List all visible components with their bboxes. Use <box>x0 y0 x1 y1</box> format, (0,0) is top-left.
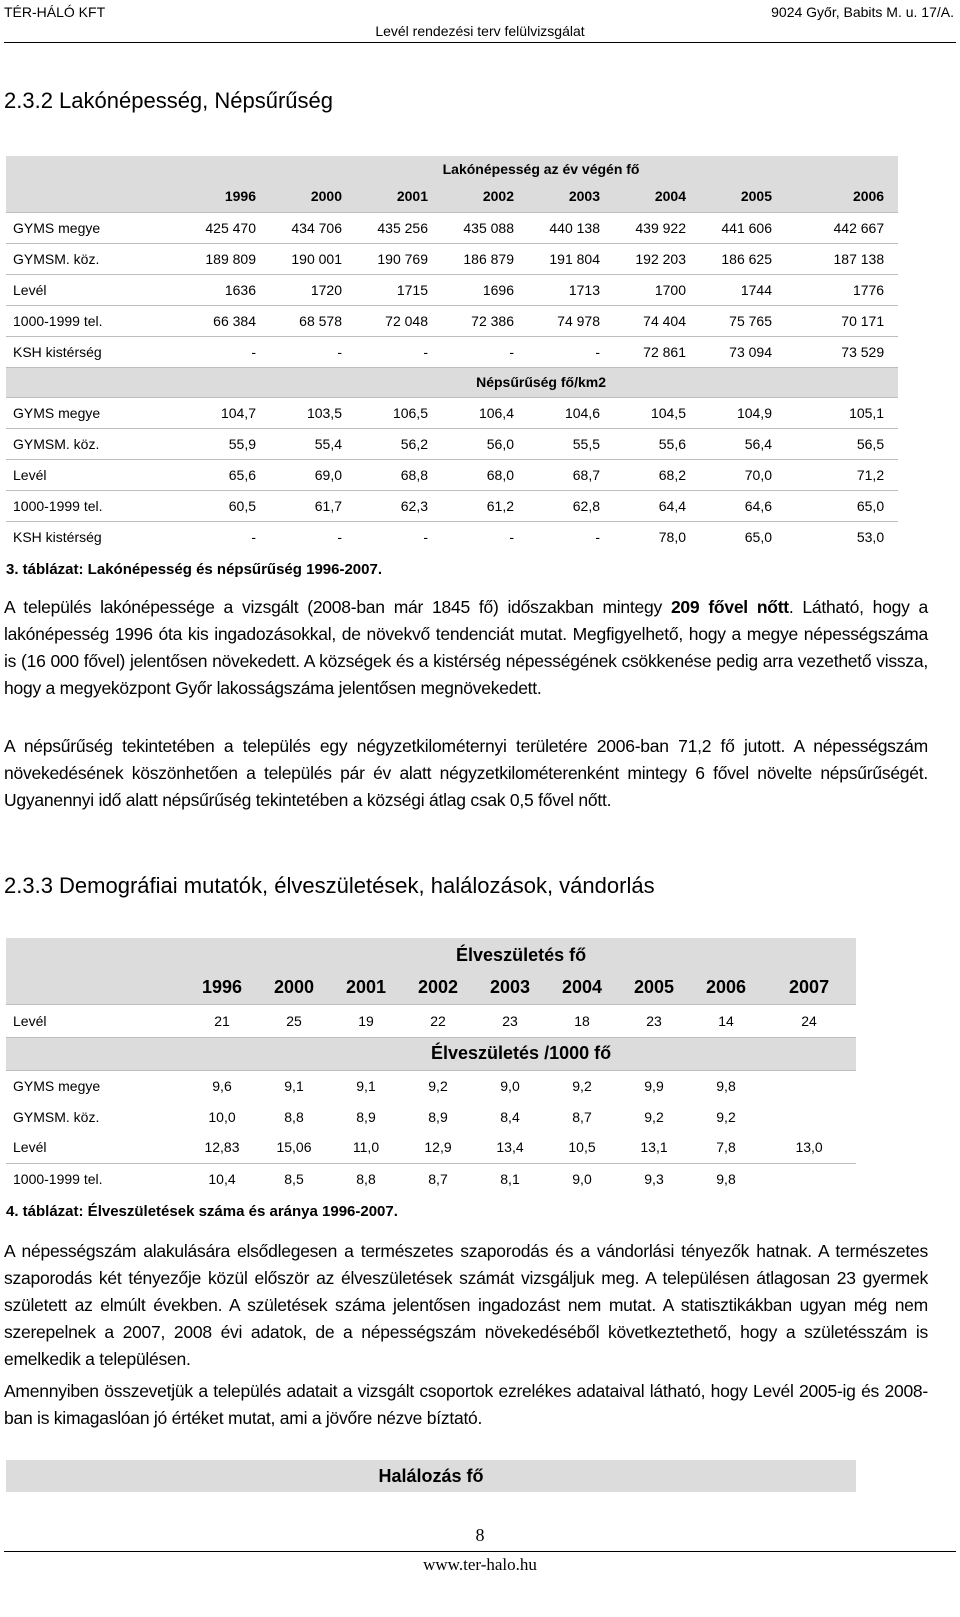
year-header: 2004 <box>614 181 700 212</box>
table-header-row <box>6 972 856 1004</box>
table-cell: 435 088 <box>442 212 528 243</box>
table-section-title-row <box>6 1037 856 1070</box>
births-table <box>6 938 856 1194</box>
table-row <box>6 459 898 490</box>
table-cell: 10,5 <box>546 1132 618 1163</box>
table-cell: 439 922 <box>614 212 700 243</box>
deaths-table <box>6 1460 856 1492</box>
table-cell: 68,8 <box>356 459 442 490</box>
table-section-title: Lakónépesség az év végén fő <box>184 156 898 181</box>
section-heading-population: 2.3.2 Lakónépesség, Népsűrűség <box>4 88 334 113</box>
table-cell: 1700 <box>614 274 700 305</box>
year-header: 2007 <box>762 972 856 1004</box>
table-row <box>6 274 898 305</box>
births-paragraph-1: A népességszám alakulására elsődlegesen a természetes szaporodás és a vándorlási tényezők hatnak. A természetes szaporodás két tényezője közül először az élveszületések számát vizsgáljuk meg. A településen átlagosan 23 gyermek született az elmúlt években. A születések száma jelentősen ingadozást nem mutat. A statisztikákban ugyan még nem szerepelnek a 2007, 2008 évi adatok, de a népességszám növekedéséből következtethető, hogy a születésszám is emelkedik a településen. <box>4 1241 928 1369</box>
table-cell: 74 404 <box>614 305 700 336</box>
page-footer <box>0 1517 960 1607</box>
year-header: 2006 <box>690 972 762 1004</box>
row-label: 1000-1999 tel. <box>13 1170 103 1187</box>
year-header: 2000 <box>270 181 356 212</box>
table-cell: 55,4 <box>270 428 356 459</box>
paragraph-highlight: 209 fővel nőtt <box>670 597 789 617</box>
table-cell: 1713 <box>528 274 614 305</box>
year-header: 2002 <box>402 972 474 1004</box>
row-label: GYMS megye <box>6 397 184 428</box>
table-cell: 9,1 <box>284 1077 304 1094</box>
row-label: GYMSM. köz. <box>6 428 184 459</box>
year-header: 2005 <box>700 181 786 212</box>
table-cell: 56,5 <box>786 428 898 459</box>
table-cell: 69,0 <box>270 459 356 490</box>
row-label: GYMSM. köz. <box>6 243 184 274</box>
table-cell: 72 861 <box>614 336 700 367</box>
table-4-caption: 4. táblázat: Élveszületések száma és aránya 1996-2007. <box>6 1203 398 1220</box>
table-cell: 103,5 <box>270 397 356 428</box>
table-cell: 60,5 <box>184 490 270 521</box>
table-cell: 75 765 <box>700 305 786 336</box>
table-cell <box>6 367 184 397</box>
table-row <box>6 336 898 367</box>
table-row <box>6 428 898 459</box>
table-cell: 64,4 <box>614 490 700 521</box>
table-cell: - <box>423 528 428 545</box>
table-cell <box>6 181 184 212</box>
page-header <box>4 2 956 46</box>
table-cell: 105,1 <box>786 397 898 428</box>
table-cell: 441 606 <box>700 212 786 243</box>
footer-rule <box>4 1551 956 1552</box>
table-cell: 74 978 <box>528 305 614 336</box>
table-cell: 78,0 <box>658 528 686 545</box>
table-cell: 8,9 <box>356 1108 376 1125</box>
table-cell: 186 625 <box>700 243 786 274</box>
table-cell: 440 138 <box>528 212 614 243</box>
year-header: 2001 <box>356 181 442 212</box>
table-cell: 68,2 <box>614 459 700 490</box>
table-cell: 13,4 <box>474 1132 546 1163</box>
row-label: 1000-1999 tel. <box>6 490 184 521</box>
table-cell: 9,2 <box>572 1077 592 1094</box>
table-row <box>6 243 898 274</box>
table-row <box>6 490 898 521</box>
year-header: 2005 <box>618 972 690 1004</box>
table-cell: - <box>356 336 442 367</box>
table-cell: 7,8 <box>690 1132 762 1163</box>
table-section-title-row <box>6 938 856 972</box>
table-cell: - <box>184 336 270 367</box>
paragraph-text: . Látható, hogy a lakónépesség 1996 óta kis ingadozásokkal, de növekvő tendenciát mutat. Megfigyelhető, hogy a megye népességszáma is (16 000 fővel) jelentősen növekedett. A községek és a kistérség népességének csökkenése pedig arra vezethető vissza, hogy a megyeközpont Győr lakosságszáma jelentősen megnövekedett. <box>4 597 928 698</box>
table-cell: 187 138 <box>786 243 898 274</box>
table-cell: 104,9 <box>700 397 786 428</box>
section-heading-demography: 2.3.3 Demográfiai mutatók, élveszületések, halálozások, vándorlás <box>4 873 655 898</box>
table-cell <box>6 156 184 181</box>
table-cell: 73 094 <box>700 336 786 367</box>
year-header: 2004 <box>546 972 618 1004</box>
row-label: Levél <box>6 274 184 305</box>
table-cell: 425 470 <box>184 212 270 243</box>
table-cell: 72 048 <box>356 305 442 336</box>
table-row <box>6 397 898 428</box>
table-cell: 9,3 <box>644 1170 664 1187</box>
table-cell: 9,0 <box>500 1077 520 1094</box>
table-row <box>6 1163 856 1194</box>
table-cell: - <box>270 336 356 367</box>
table-cell: 53,0 <box>856 528 885 545</box>
table-cell: 10,0 <box>208 1108 236 1125</box>
table-cell: 72 386 <box>442 305 528 336</box>
table-cell: 61,2 <box>442 490 528 521</box>
table-cell <box>762 1070 856 1101</box>
year-header: 1996 <box>184 181 270 212</box>
table-cell: 56,0 <box>442 428 528 459</box>
table-cell <box>6 1037 186 1070</box>
year-header: 2000 <box>258 972 330 1004</box>
table-row <box>6 1132 856 1163</box>
table-cell: 9,2 <box>644 1108 664 1125</box>
table-cell: 1715 <box>356 274 442 305</box>
table-cell: - <box>528 336 614 367</box>
year-header: 2003 <box>528 181 614 212</box>
row-label: Levél <box>6 1132 186 1163</box>
table-cell: 106,4 <box>442 397 528 428</box>
row-label: Levél <box>6 459 184 490</box>
table-cell: 56,2 <box>356 428 442 459</box>
table-cell: 189 809 <box>184 243 270 274</box>
table-cell: 186 879 <box>442 243 528 274</box>
table-cell: 19 <box>330 1004 402 1037</box>
table-cell: 190 001 <box>270 243 356 274</box>
table-cell: 56,4 <box>700 428 786 459</box>
row-label: GYMSM. köz. <box>13 1108 100 1125</box>
table-cell: 23 <box>474 1004 546 1037</box>
header-address: 9024 Győr, Babits M. u. 17/A. <box>771 4 954 20</box>
table-cell: 8,8 <box>284 1108 304 1125</box>
population-paragraph-2: A népsűrűség tekintetében a település egy négyzetkilométernyi területére 2006-ban 71,2 fő jutott. A népességszám növekedésének köszönhetően a település pár év alatt négyzetkilométerenként mintegy 6 fővel növelte népsűrűségét. Ugyanennyi idő alatt népsűrűség tekintetében a községi átlag csak 0,5 fővel nőtt. <box>4 736 928 810</box>
table-cell: 65,0 <box>744 528 772 545</box>
table-cell: 9,2 <box>716 1108 736 1125</box>
table-cell: 106,5 <box>356 397 442 428</box>
table-cell: 9,2 <box>428 1077 448 1094</box>
table-cell: 68,0 <box>442 459 528 490</box>
table-cell: 190 769 <box>356 243 442 274</box>
table-row <box>6 1004 856 1037</box>
row-label: GYMS megye <box>6 212 184 243</box>
population-paragraph-1 <box>4 594 928 702</box>
table-cell: 1636 <box>184 274 270 305</box>
population-table <box>6 156 898 552</box>
table-cell: 1696 <box>442 274 528 305</box>
table-cell: 21 <box>186 1004 258 1037</box>
footer-url: www.ter-halo.hu <box>423 1555 537 1574</box>
table-cell: 9,0 <box>572 1170 592 1187</box>
table-cell: 14 <box>690 1004 762 1037</box>
table-row <box>6 1101 856 1132</box>
table-cell: 15,06 <box>258 1132 330 1163</box>
header-document-title: Levél rendezési terv felülvizsgálat <box>375 23 585 39</box>
table-header-row <box>6 181 898 212</box>
table-cell: - <box>509 528 514 545</box>
table-cell: 55,9 <box>184 428 270 459</box>
table-cell <box>762 1101 856 1132</box>
table-cell: 25 <box>258 1004 330 1037</box>
row-label: Levél <box>6 1004 186 1037</box>
table-cell: 434 706 <box>270 212 356 243</box>
year-header: 2003 <box>474 972 546 1004</box>
table-cell: 435 256 <box>356 212 442 243</box>
row-label: KSH kistérség <box>6 336 184 367</box>
table-cell: 65,0 <box>786 490 898 521</box>
table-cell: 8,4 <box>500 1108 520 1125</box>
table-cell: 1744 <box>700 274 786 305</box>
table-cell: 191 804 <box>528 243 614 274</box>
table-cell: 1720 <box>270 274 356 305</box>
table-cell: 66 384 <box>184 305 270 336</box>
table-cell: 1776 <box>786 274 898 305</box>
table-cell: 13,0 <box>762 1132 856 1163</box>
table-row <box>6 305 898 336</box>
table-cell: 73 529 <box>786 336 898 367</box>
table-cell: 10,4 <box>208 1170 236 1187</box>
table-row <box>6 212 898 243</box>
table-cell: 104,5 <box>614 397 700 428</box>
year-header: 2001 <box>330 972 402 1004</box>
table-section-title: Élveszületés fő <box>186 938 856 972</box>
table-cell <box>6 938 186 972</box>
table-cell: 70 171 <box>786 305 898 336</box>
deaths-table-title-row <box>6 1460 856 1492</box>
table-cell: 24 <box>762 1004 856 1037</box>
deaths-table-title: Halálozás fő <box>6 1460 856 1492</box>
table-cell: 104,6 <box>528 397 614 428</box>
table-cell: 61,7 <box>270 490 356 521</box>
table-cell: 8,7 <box>428 1170 448 1187</box>
table-cell: 70,0 <box>700 459 786 490</box>
table-cell: 192 203 <box>614 243 700 274</box>
table-cell: 55,6 <box>614 428 700 459</box>
table-cell: 68,7 <box>528 459 614 490</box>
table-row <box>6 1070 856 1101</box>
table-cell: - <box>595 528 600 545</box>
table-cell: 8,5 <box>284 1170 304 1187</box>
header-rule <box>4 42 956 43</box>
year-header: 2002 <box>442 181 528 212</box>
table-cell: 104,7 <box>184 397 270 428</box>
row-label: 1000-1999 tel. <box>6 305 184 336</box>
table-cell: 8,7 <box>572 1108 592 1125</box>
table-cell: 12,9 <box>402 1132 474 1163</box>
table-cell: 13,1 <box>618 1132 690 1163</box>
table-cell <box>762 1163 856 1194</box>
table-cell: 9,9 <box>644 1077 664 1094</box>
table-cell: 12,83 <box>186 1132 258 1163</box>
table-cell: 8,8 <box>356 1170 376 1187</box>
table-row <box>6 521 898 552</box>
table-cell: 68 578 <box>270 305 356 336</box>
row-label: GYMS megye <box>13 1077 101 1094</box>
table-section-title-row <box>6 367 898 397</box>
table-section-title: Népsűrűség fő/km2 <box>184 367 898 397</box>
table-cell: 64,6 <box>700 490 786 521</box>
table-cell: 11,0 <box>330 1132 402 1163</box>
table-cell: 9,6 <box>212 1077 232 1094</box>
table-cell: 55,5 <box>528 428 614 459</box>
table-cell: - <box>442 336 528 367</box>
table-cell: 9,8 <box>716 1077 736 1094</box>
table-section-title: Élveszületés /1000 fő <box>186 1037 856 1070</box>
table-cell: 62,8 <box>528 490 614 521</box>
table-section-title-row <box>6 156 898 181</box>
header-company: TÉR-HÁLÓ KFT <box>4 4 106 20</box>
table-cell: 442 667 <box>786 212 898 243</box>
births-paragraph-2: Amennyiben összevetjük a település adatait a vizsgált csoportok ezrelékes adataival látható, hogy Levél 2005-ig és 2008-ban is kimagaslóan jó értéket mutat, ami a jövőre nézve bíztató. <box>4 1381 928 1428</box>
table-cell: - <box>251 528 256 545</box>
table-cell: 22 <box>402 1004 474 1037</box>
table-cell: 8,9 <box>428 1108 448 1125</box>
table-cell: 9,8 <box>716 1170 736 1187</box>
table-cell: 65,6 <box>184 459 270 490</box>
table-3-caption: 3. táblázat: Lakónépesség és népsűrűség 1996-2007. <box>6 561 383 578</box>
table-cell: 8,1 <box>500 1170 520 1187</box>
table-cell <box>6 972 186 1004</box>
year-header: 2006 <box>786 181 898 212</box>
table-cell: - <box>337 528 342 545</box>
paragraph-text: A település lakónépessége a vizsgált (2008-ban már 1845 fő) időszakban mintegy <box>4 597 671 617</box>
table-cell: 9,1 <box>356 1077 376 1094</box>
table-cell: 18 <box>546 1004 618 1037</box>
year-header: 1996 <box>186 972 258 1004</box>
page-number: 8 <box>475 1525 485 1545</box>
table-cell: 62,3 <box>356 490 442 521</box>
table-cell: 23 <box>618 1004 690 1037</box>
row-label: KSH kistérség <box>13 528 102 545</box>
table-cell: 71,2 <box>786 459 898 490</box>
